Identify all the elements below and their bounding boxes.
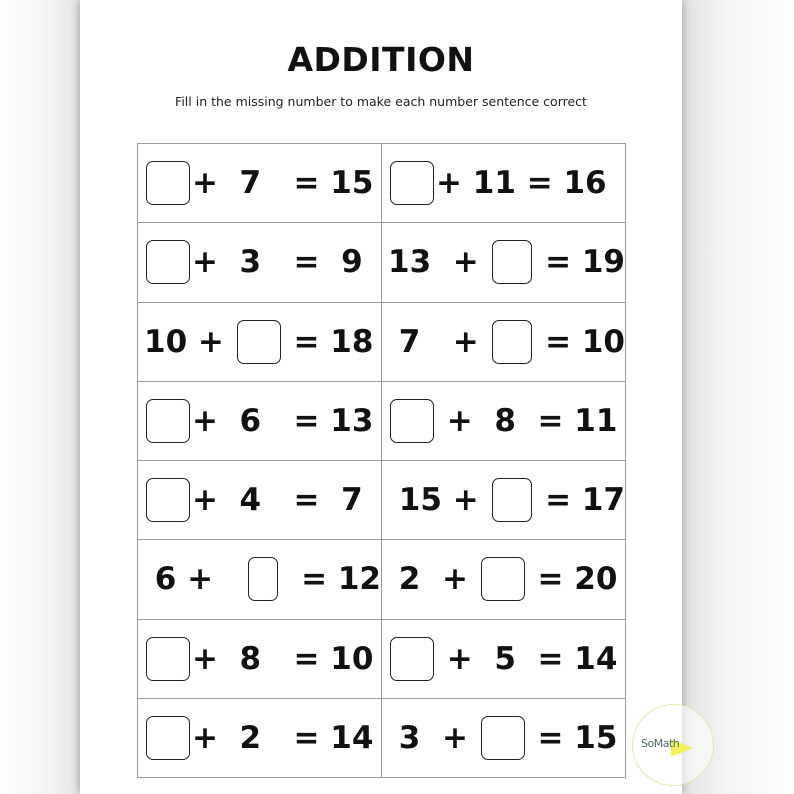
problem-addend: 2 + bbox=[388, 561, 479, 598]
answer-box[interactable] bbox=[146, 637, 190, 681]
problem-sum: = 9 bbox=[293, 244, 363, 281]
brand-logo bbox=[632, 704, 714, 786]
problem-sum: = 14 bbox=[293, 719, 374, 756]
problem-sum: = 15 bbox=[293, 165, 374, 202]
answer-box[interactable] bbox=[146, 399, 190, 443]
problem-sum: = 10 bbox=[293, 640, 374, 677]
worksheet-instructions: Fill in the missing number to make each number sentence correct bbox=[175, 94, 587, 109]
problem-addend: + 7 bbox=[192, 165, 294, 202]
answer-box[interactable] bbox=[146, 240, 190, 284]
problem-cell bbox=[382, 540, 626, 619]
background-right bbox=[682, 0, 794, 794]
problem-grid bbox=[137, 143, 626, 778]
problem-addend: 13 + bbox=[388, 244, 490, 281]
answer-box[interactable] bbox=[390, 161, 434, 205]
problem-sum: = 20 bbox=[526, 561, 618, 598]
answer-box[interactable] bbox=[492, 240, 533, 284]
problem-addend: + 6 bbox=[192, 402, 294, 439]
answer-box[interactable] bbox=[481, 716, 525, 760]
problem-cell bbox=[382, 223, 626, 302]
answer-box[interactable] bbox=[146, 161, 190, 205]
problem-cell bbox=[138, 620, 382, 699]
problem-cell bbox=[138, 223, 382, 302]
logo-text: SoMath bbox=[641, 737, 680, 750]
problem-cell bbox=[382, 620, 626, 699]
problem-addend: + 11 bbox=[436, 165, 527, 202]
problem-sum: = 10 bbox=[534, 323, 625, 360]
problem-cell bbox=[138, 144, 382, 223]
answer-box[interactable] bbox=[481, 557, 525, 601]
problem-addend: 6 + bbox=[144, 561, 246, 598]
problem-sum: = 17 bbox=[534, 482, 625, 519]
answer-box[interactable] bbox=[146, 478, 190, 522]
problem-addend: + 2 bbox=[192, 719, 294, 756]
answer-box[interactable] bbox=[492, 320, 533, 364]
worksheet-page bbox=[80, 0, 682, 794]
problem-sum: = 11 bbox=[537, 402, 618, 439]
problem-sum: = 13 bbox=[293, 402, 374, 439]
background-left bbox=[0, 0, 80, 794]
problem-sum: = 12 bbox=[279, 561, 381, 598]
problem-addend: + 5 bbox=[436, 640, 538, 677]
problem-sum: = 18 bbox=[282, 323, 374, 360]
problem-cell bbox=[138, 461, 382, 540]
problem-addend: 7 + bbox=[388, 323, 490, 360]
answer-box[interactable] bbox=[248, 557, 278, 601]
problem-cell bbox=[138, 540, 382, 619]
answer-box[interactable] bbox=[492, 478, 533, 522]
answer-box[interactable] bbox=[390, 399, 434, 443]
problem-cell bbox=[138, 382, 382, 461]
problem-cell bbox=[382, 461, 626, 540]
problem-addend: + 8 bbox=[192, 640, 294, 677]
problem-sum: = 7 bbox=[293, 482, 363, 519]
worksheet-title: ADDITION bbox=[287, 40, 475, 79]
answer-box[interactable] bbox=[390, 637, 434, 681]
problem-sum: = 14 bbox=[537, 640, 618, 677]
problem-addend: + 8 bbox=[436, 402, 538, 439]
problem-cell bbox=[138, 699, 382, 778]
problem-cell bbox=[382, 144, 626, 223]
problem-addend: 10 + bbox=[144, 323, 235, 360]
problem-sum: = 15 bbox=[526, 719, 618, 756]
answer-box[interactable] bbox=[237, 320, 281, 364]
problem-addend: 15 + bbox=[388, 482, 490, 519]
problem-cell bbox=[382, 303, 626, 382]
problem-addend: + 4 bbox=[192, 482, 294, 519]
problem-cell bbox=[382, 382, 626, 461]
problem-addend: 3 + bbox=[388, 719, 479, 756]
problem-addend: + 3 bbox=[192, 244, 294, 281]
problem-cell bbox=[382, 699, 626, 778]
problem-cell bbox=[138, 303, 382, 382]
problem-sum: = 19 bbox=[534, 244, 625, 281]
answer-box[interactable] bbox=[146, 716, 190, 760]
problem-sum: = 16 bbox=[526, 165, 607, 202]
